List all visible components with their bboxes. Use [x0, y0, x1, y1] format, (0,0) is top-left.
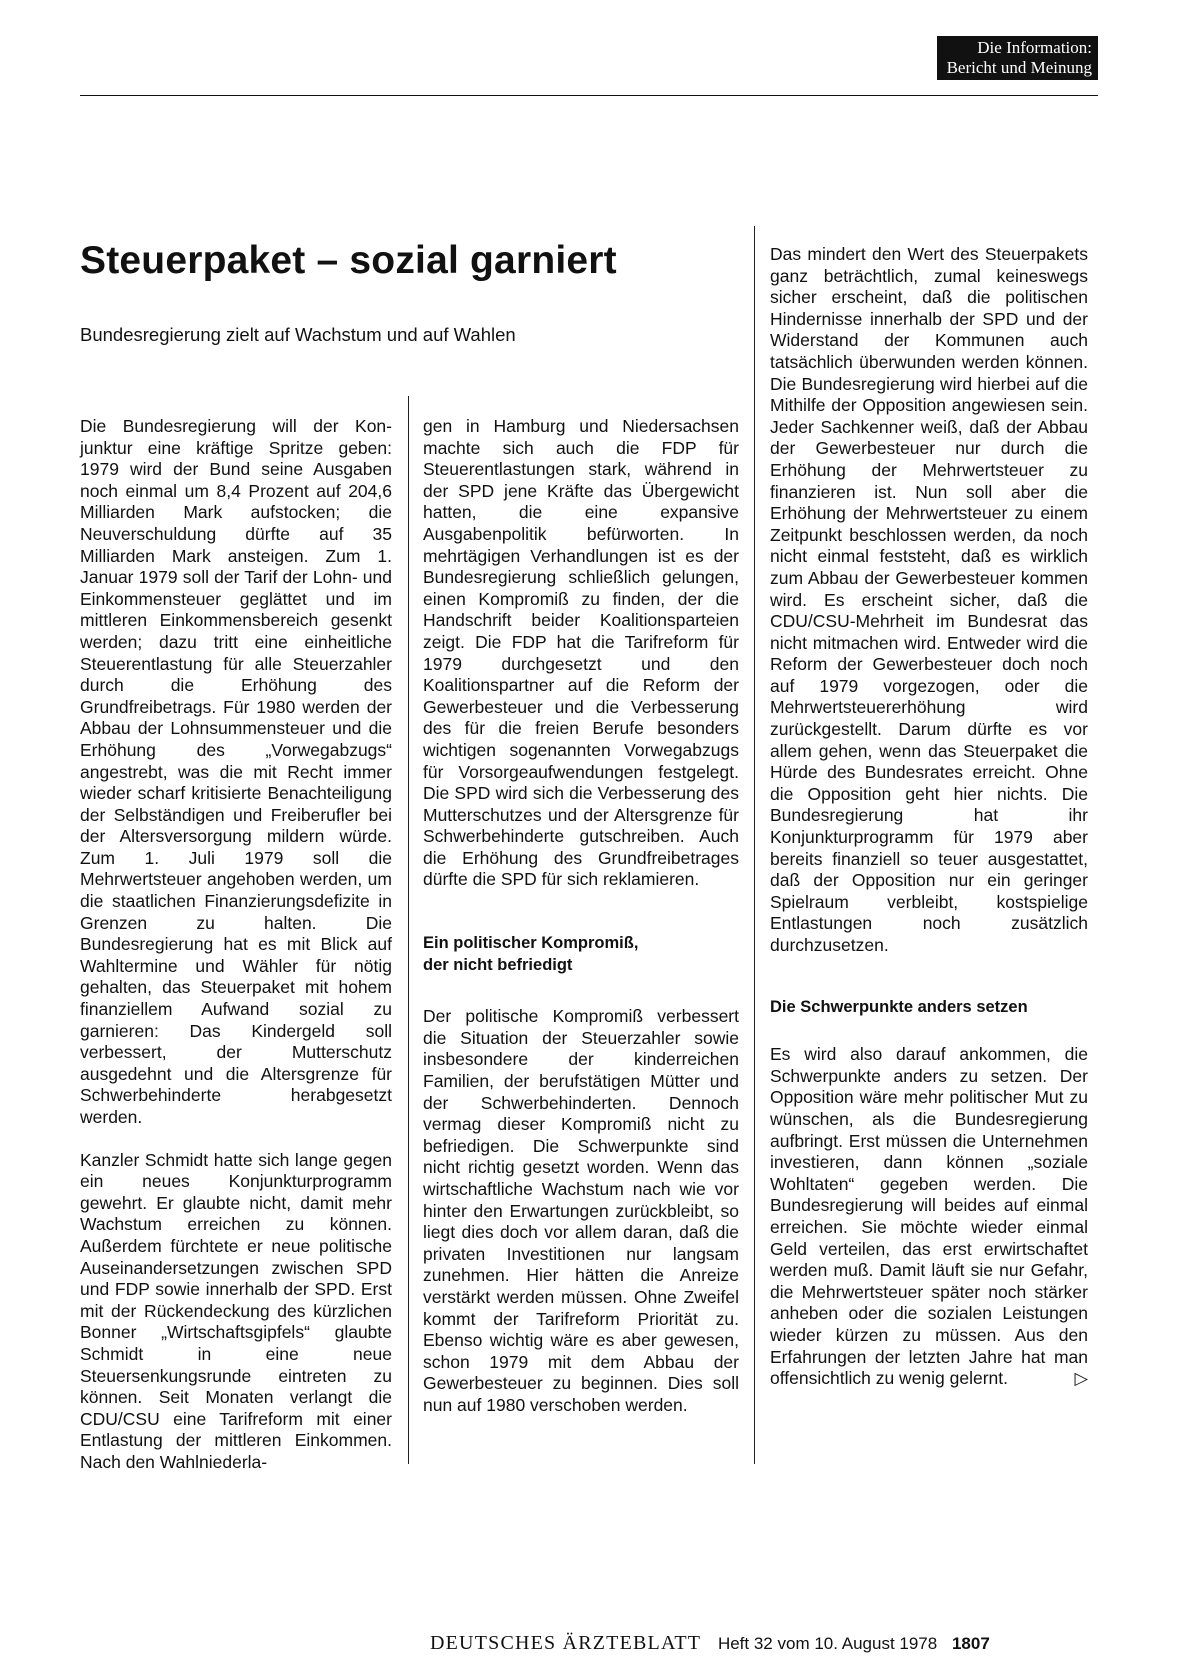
paragraph — [770, 1044, 1088, 1390]
issue-info: Heft 32 vom 10. August 1978 — [717, 1634, 938, 1653]
paragraph: Das mindert den Wert des Steuerpakets ganz beträchtlich, zumal keineswegs sicher erscheint, daß die politischen Hindernisse innerhalb der SPD und der Widerstand der Kommunen auch tatsächlich überwunden werden können. Die Bundesregierung wird hierbei auf die Mithilfe der Opposition angewiesen sein. Jeder Sachkenner weiß, daß der Abbau der Gewerbesteuer nur durch die Erhöhung der Mehrwertsteuer zu finanzieren ist. Nun soll aber die Erhöhung der Mehrwertsteuer zu einem Zeitpunkt beschlossen werden, da noch nicht einmal feststeht, daß es wirklich zum Abbau der Gewerbesteuer kommen wird. Es erscheint sicher, daß die CDU/CSU-Mehrheit im Bundesrat das nicht mitmachen wird. Entweder wird die Reform der Gewerbesteuer doch noch auf 1979 vorgezogen, oder die Mehrwertsteuererhöhung wird zurückgestellt. Darum dürfte es vor allem gehen, wenn das Steuerpaket die Hürde des Bundesrates erreicht. Ohne die Opposition geht hier nichts. Die Bundesregierung hat ihr Konjunkturprogramm für 1979 aber bereits finanziell so teuer ausgestattet, daß der Opposition nur ein geringer Spielraum verbleibt, kostspielige Entlastungen noch zusätzlich durchzusetzen. — [770, 244, 1088, 955]
section-heading-line1: Ein politischer Kompromiß, — [423, 934, 639, 953]
page-number: 1807 — [951, 1634, 990, 1653]
column-2 — [423, 416, 739, 1417]
paragraph: Der politische Kompromiß verbessert die Situation der Steuerzahler sowie insbesondere der kinderreichen Familien, der berufstätigen Mütter und der Schwerbehinderten. Dennoch vermag dieser Kompromiß nicht zu befriedigen. Die Schwerpunkte sind nicht richtig gesetzt worden. Wenn das wirtschaftliche Wachstum nach wie vor hinter den Erwartungen zurückbleibt, so liegt dies doch vor allem daran, daß die privaten Investitionen nur langsam zunehmen. Hier hätten die Anreize verstärkt werden müssen. Ohne Zweifel kommt der Tarifreform Priorität zu. Ebenso wichtig wäre es aber gewesen, schon 1979 mit dem Abbau der Gewerbesteuer zu beginnen. Dies soll nun auf 1980 verschoben werden. — [423, 1006, 739, 1415]
journal-name: DEUTSCHES ÄRZTEBLATT — [430, 1632, 702, 1654]
section-badge-line1: Die Information: — [977, 38, 1092, 57]
section-heading: Die Schwerpunkte anders setzen — [770, 997, 1028, 1016]
column-divider — [408, 396, 409, 1464]
section-heading — [423, 933, 739, 976]
paragraph: Die Bundesregierung will der Konjunktur eine kräftige Spritze geben: 1979 wird der Bund seine Ausgaben noch einmal um 8,4 Prozent auf 204,6 Milliarden Mark aufstocken; die Neuverschuldung dürfte auf 35 Milliarden Mark ansteigen. Zum 1. Januar 1979 soll der Tarif der Lohn- und Einkommensteuer geglättet und im mittleren Einkommensbereich gesenkt werden; dazu tritt eine einheitliche Steuerentlastung für alle Steuerzahler durch die Erhöhung des Grundfreibetrags. Für 1980 werden der Abbau der Lohnsummensteuer und die Erhöhung des „Vorwegabzugs“ angestrebt, was die mit Recht immer wieder scharf kritisierte Benachteiligung der Selbständigen und Freiberufler bei der Altersversorgung mildern würde. Zum 1. Juli 1979 soll die Mehrwertsteuer angehoben werden, um die staatlichen Finanzierungsdefizite in Grenzen zu halten. Die Bundesregierung hat es mit Blick auf Wahltermine und Wähler für nötig gehalten, das Steuerpaket mit hohem finanziellem Aufwand sozial zu garnieren: Das Kindergeld soll verbessert, der Mutterschutz ausgedehnt und die Altersgrenze für Schwerbehinderte herabgesetzt werden. — [80, 416, 392, 1127]
section-heading-line2: der nicht befriedigt — [423, 955, 573, 974]
column-1 — [80, 416, 392, 1474]
section-badge — [937, 36, 1098, 80]
section-badge-line2: Bericht und Meinung — [946, 58, 1092, 77]
column-divider — [754, 226, 755, 1464]
article-subtitle: Bundesregierung zielt auf Wachstum und auf Wahlen — [80, 324, 516, 345]
column-3 — [770, 244, 1088, 1390]
triangle-right-icon: ▷ — [1074, 1368, 1088, 1389]
paragraph-text: Es wird also darauf ankommen, die Schwerpunkte anders zu setzen. Der Opposition wäre mehr politischer Mut zu wünschen, als die Bundesregierung aufbringt. Erst müssen die Unternehmen investieren, dann können „soziale Wohltaten“ gegeben werden. Die Bundesregierung will beides auf einmal erreichen. Sie möchte wieder einmal Geld verteilen, das erst erwirtschaftet werden muß. Damit läuft sie nur Gefahr, die Mehrwertsteuer später noch stärker anheben oder die sozialen Leistungen wieder kürzen zu müssen. Aus den Erfahrungen der letzten Jahre hat man offensichtlich zu wenig gelernt. — [770, 1044, 1088, 1389]
header-rule — [80, 95, 1098, 96]
article-title: Steuerpaket – sozial garniert — [80, 239, 617, 282]
paragraph: gen in Hamburg und Niedersachsen machte sich auch die FDP für Steuerentlastungen stark, während in der SPD jene Kräfte das Übergewicht hatten, die eine expansive Ausgabenpolitik befürworten. In mehrtägigen Verhandlungen ist es der Bundesregierung schließlich gelungen, einen Kompromiß zu finden, der die Handschrift beider Koalitionsparteien zeigt. Die FDP hat die Tarifreform für 1979 durchgesetzt und den Koalitionspartner auf die Reform der Gewerbesteuer und die Verbesserung des für die freien Berufe besonders wichtigen sogenannten Vorwegabzugs für Vorsorgeaufwendungen festgelegt. Die SPD wird sich die Verbesserung des Mutterschutzes und der Altersgrenze für Schwerbehinderte gutschreiben. Auch die Erhöhung des Grundfreibetrages dürfte die SPD für sich reklamieren. — [423, 416, 739, 890]
paragraph: Kanzler Schmidt hatte sich lange gegen ein neues Konjunkturprogramm gewehrt. Er glaubte nicht, damit mehr Wachstum erreichen zu können. Außerdem fürchtete er neue politische Auseinandersetzungen zwischen SPD und FDP sowie innerhalb der SPD. Erst mit der Rückendeckung des kürzlichen Bonner „Wirtschaftsgipfels“ glaubte Schmidt in eine neue Steuersenkungsrunde eintreten zu können. Seit Monaten verlangt die CDU/CSU eine Tarifreform mit einer Entlastung der mittleren Einkommen. Nach den Wahlniederla- — [80, 1149, 392, 1472]
page-footer — [430, 1632, 990, 1655]
